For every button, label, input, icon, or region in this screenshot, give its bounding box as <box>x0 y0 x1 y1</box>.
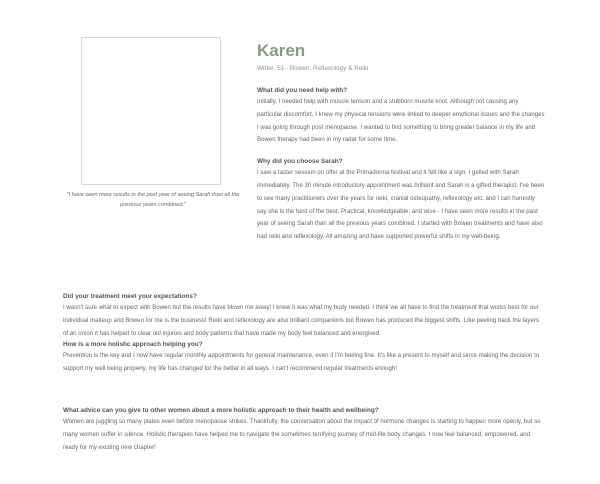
answer-text: Prevention is the key and I now have regular monthly appointments for general maintenance, even if I'm feeling fine. It's like a present to myself and since making the decision to support my well being properly, my life has changed for the better in all ways. I can't recommend regular treatments enough! <box>63 352 540 373</box>
question-heading: Did your treatment meet your expectations? <box>63 293 197 300</box>
profile-column <box>257 40 545 244</box>
qa-block <box>63 292 543 376</box>
profile-photo-frame <box>81 37 221 185</box>
question-heading: Why did you choose Sarah? <box>257 158 343 166</box>
profile-subtitle: Writer, 51 - Bowen, Reflexology & Reiki <box>257 65 369 72</box>
answer-text: Initially, I needed help with muscle tension and a stubborn muscle knot. Although not causing any particular discomfort, I knew my physical tensions were linked to deeper emotional issues and the changes I was going through post menopause. I wanted to find something to bring greater balance in my life and Bowen therapy had been in my radar for some time. <box>257 98 545 144</box>
question-heading: What did you need help with? <box>257 87 348 94</box>
profile-name: Karen <box>257 41 306 60</box>
answer-text: I saw a taster session on offer at the Primadonna festival and it felt like a sign. I gelled with Sarah immediately. The 30 minute introductory appointment was brilliant and Sarah is a gifted therapist. I've been to see many practitioners over the years for reiki, cranial osteopathy, reflexology etc. and I can honestly say she is the best of the best. Practical, knowledgeable, and wise - I have seen more results in the past year of seeing Sarah than all the previous years combined. I started with Bowen treatments and have also had reiki and reflexology. All amazing and have supported powerful shifts in my well-being. <box>257 169 545 241</box>
answer-text: I wasn't sure what to expect with Bowen but the results have blown me away! I knew it was what my body needed. I think we all have to find the treatment that works best for our individual makeup and Bowen for me is the business! Reiki and reflexology are also brilliant companions but Bowen has produced the biggest shifts. Like peeling back the layers of an onion it has helped to clear old injuries and body patterns that have made my body feel balanced and energised. <box>63 304 539 337</box>
question-heading: What advice can you give to other women about a more holistic approach to their health and wellbeing? <box>63 407 379 414</box>
answer-text: Women are juggling so many plates even before menopause strikes. Thankfully, the conversation about the impact of hormone changes is starting to happen more openly, but so many women suffer in silence. Holistic therapies have helped me to navigate the sometimes terrifying journey of mid-life body changes. I now feel balanced, empowered, and ready for my exciting new chapter! <box>63 418 541 451</box>
question-heading: How is a more holistic approach helping you? <box>63 341 203 349</box>
qa-block <box>63 406 543 454</box>
pull-quote: "I have seen more results in the past year of seeing Sarah than all the previous years combined." <box>66 192 240 208</box>
